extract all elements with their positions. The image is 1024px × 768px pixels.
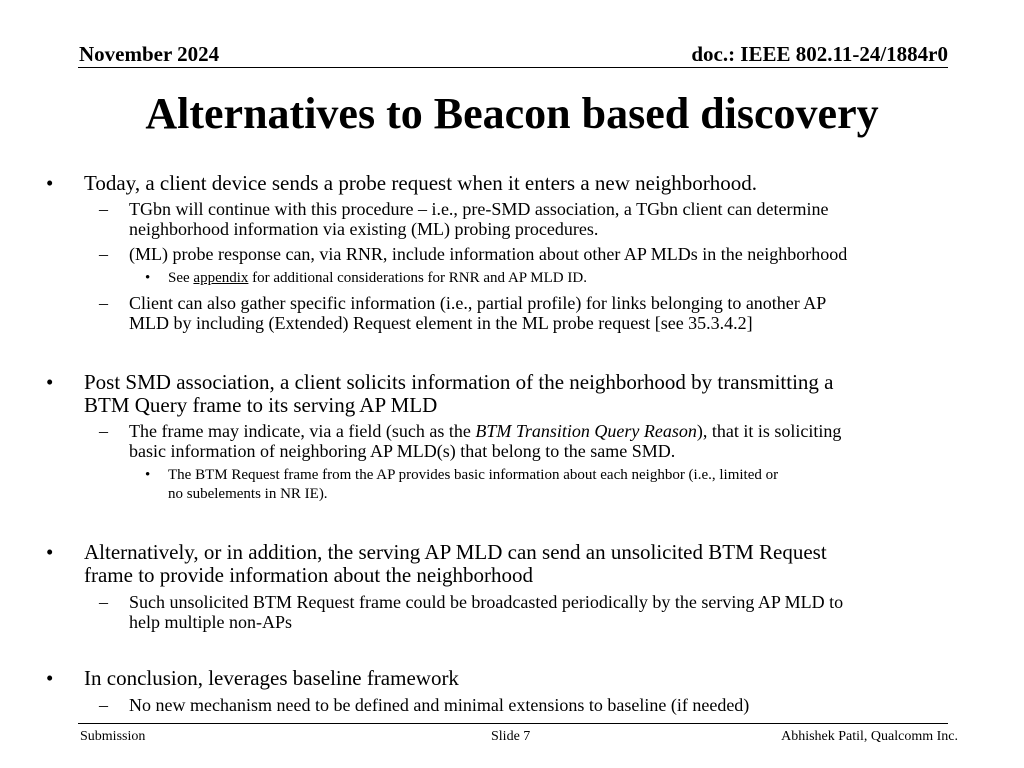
bullet-marker: • [46, 370, 54, 394]
appendix-link[interactable]: appendix [193, 270, 249, 286]
bullet-2-line-1: Post SMD association, a client solicits information of the neighborhood by transmitting a [84, 370, 834, 394]
see-text: See [168, 270, 194, 286]
header-date: November 2024 [79, 42, 220, 66]
footer-slide-number: Slide 7 [491, 729, 531, 744]
bullet-marker: • [46, 666, 54, 690]
btm-query-reason-term: BTM Transition Query Reason [475, 421, 697, 441]
header-rule [78, 67, 948, 68]
dash-marker: – [99, 421, 108, 441]
bullet-3-line-1: Alternatively, or in addition, the serving AP MLD can send an unsolicited BTM Request [84, 540, 827, 564]
sub-bullet-marker: • [145, 467, 151, 483]
dash-marker: – [99, 293, 108, 313]
bullet-1-sub-1-line-2: neighborhood information via existing (ML) probing procedures. [129, 219, 599, 239]
footer-submission: Submission [80, 729, 146, 744]
bullet-1-sub-3-line-1: Client can also gather specific information (i.e., partial profile) for links belonging to another AP [129, 293, 827, 313]
sub-bullet-marker: • [145, 270, 151, 286]
dash-marker: – [99, 695, 108, 715]
header-doc-id: doc.: IEEE 802.11-24/1884r0 [691, 42, 948, 66]
dash-marker: – [99, 592, 108, 612]
bullet-3-sub-1-line-2: help multiple non-APs [129, 612, 292, 632]
slide-title: Alternatives to Beacon based discovery [145, 89, 879, 138]
dash-marker: – [99, 244, 108, 264]
appendix-suffix: for additional considerations for RNR and AP MLD ID. [248, 270, 587, 286]
sub-1-prefix: The frame may indicate, via a field (such as the [129, 421, 476, 441]
bullet-3-sub-1-line-1: Such unsolicited BTM Request frame could be broadcasted periodically by the serving AP MLD to [129, 592, 844, 612]
bullet-3-line-2: frame to provide information about the neighborhood [84, 563, 534, 587]
sub-1-suffix: ), that it is soliciting [696, 421, 842, 441]
bullet-2-detail-line-1: The BTM Request frame from the AP provides basic information about each neighbor (i.e., limited or [168, 467, 779, 483]
bullet-2-line-2: BTM Query frame to its serving AP MLD [84, 393, 438, 417]
bullet-1-sub-2-detail [168, 270, 587, 287]
bullet-4-sub-1: No new mechanism need to be defined and minimal extensions to baseline (if needed) [129, 695, 750, 715]
bullet-1-sub-1-line-1: TGbn will continue with this procedure – i.e., pre-SMD association, a TGbn client can determine [129, 199, 829, 219]
bullet-2-sub-1-line-2: basic information of neighboring AP MLD(s) that belong to the same SMD. [129, 441, 676, 461]
bullet-1-text: Today, a client device sends a probe request when it enters a new neighborhood. [84, 171, 758, 195]
bullet-2-detail-line-2: no subelements in NR IE). [168, 486, 328, 502]
bullet-1-sub-3-line-2: MLD by including (Extended) Request element in the ML probe request [see 35.3.4.2] [129, 313, 753, 333]
bullet-1-sub-2: (ML) probe response can, via RNR, include information about other AP MLDs in the neighborhood [129, 244, 848, 264]
bullet-marker: • [46, 540, 54, 564]
bullet-2-sub-1-line-1 [129, 421, 841, 442]
dash-marker: – [99, 199, 108, 219]
bullet-4-text: In conclusion, leverages baseline framework [84, 666, 459, 690]
footer-rule [78, 723, 948, 724]
footer-author: Abhishek Patil, Qualcomm Inc. [781, 729, 958, 744]
bullet-marker: • [46, 171, 54, 195]
